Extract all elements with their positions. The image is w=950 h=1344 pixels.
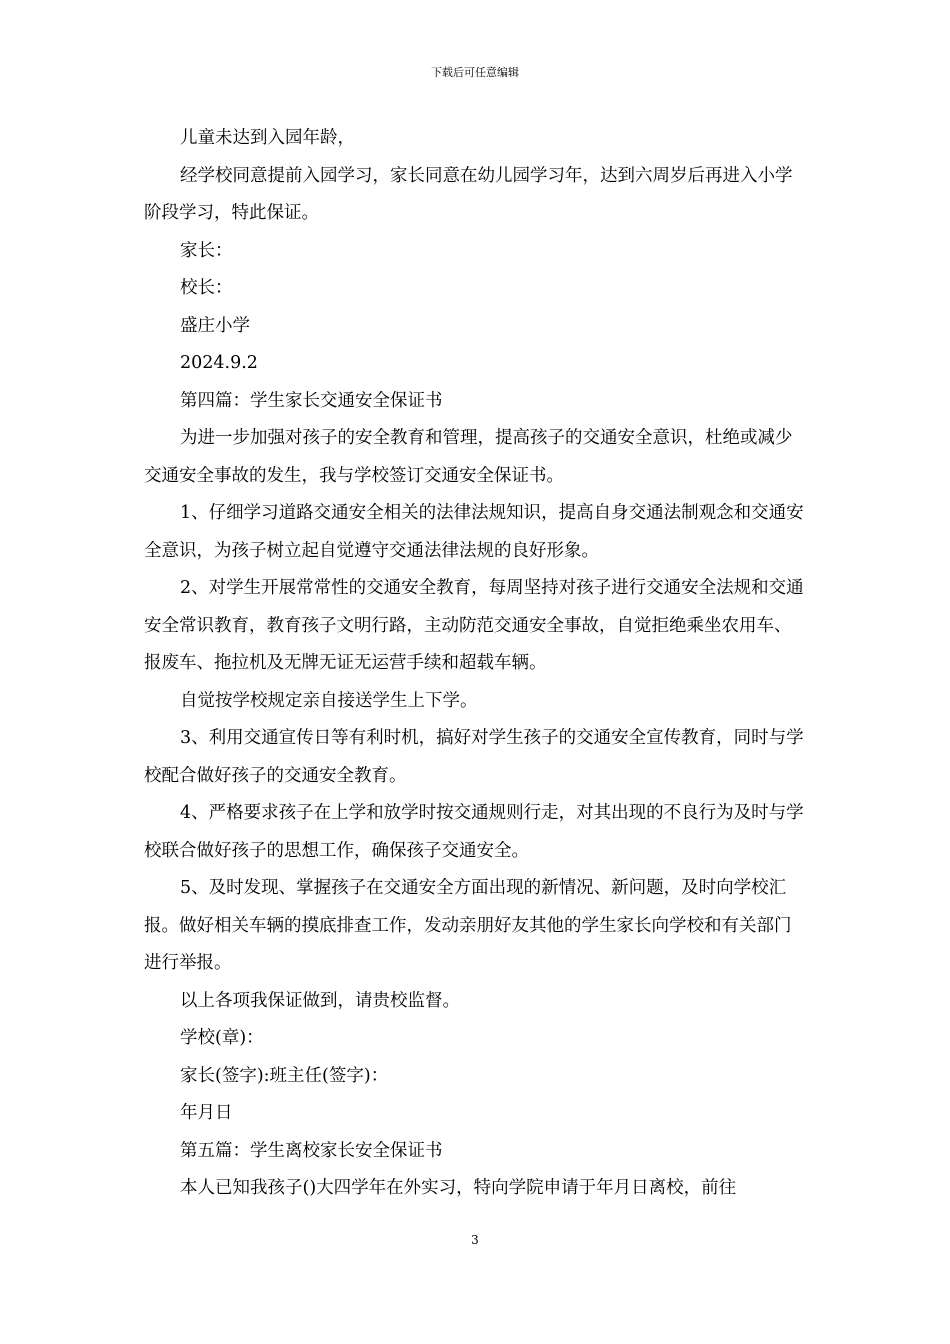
paragraph: 自觉按学校规定亲自接送学生上下学。	[180, 690, 478, 711]
date-line: 年月日	[180, 1103, 233, 1123]
paragraph: 为进一步加强对孩子的安全教育和管理，提高孩子的交通安全意识，杜绝或减少交通安全事故的发生，我与学校签订交通安全保证书。	[144, 428, 793, 486]
paragraph: 家长：	[180, 240, 233, 261]
page-number: 3	[471, 1233, 479, 1247]
paragraph: 儿童未达到入园年龄，	[180, 128, 355, 148]
date-line: 2024.9.2	[180, 353, 258, 373]
section-heading: 第五篇：学生离校家长安全保证书	[180, 1140, 443, 1161]
signature-line: 学校(章)：	[180, 1028, 264, 1048]
paragraph: 盛庄小学	[180, 315, 250, 336]
signature-line: 家长(签字):班主任(签字)：	[180, 1065, 389, 1086]
page-header: 下载后可任意编辑	[431, 66, 519, 79]
paragraph: 本人已知我孩子()大四学年在外实习，特向学院申请于年月日离校，前往	[180, 1178, 737, 1198]
paragraph: 以上各项我保证做到，请贵校监督。	[180, 990, 460, 1011]
section-heading: 第四篇：学生家长交通安全保证书	[180, 390, 443, 411]
list-item: 4、严格要求孩子在上学和放学时按交通规则行走，对其出现的不良行为及时与学校联合做好孩子的思想工作，确保孩子交通安全。	[144, 803, 804, 861]
paragraph: 经学校同意提前入园学习，家长同意在幼儿园学习年，达到六周岁后再进入小学阶段学习，特此保证。	[144, 165, 793, 223]
paragraph: 校长：	[180, 278, 233, 298]
document-body	[144, 120, 808, 1208]
list-item: 1、仔细学习道路交通安全相关的法律法规知识，提高自身交通法制观念和交通安全意识，为孩子树立起自觉遵守交通法律法规的良好形象。	[144, 503, 804, 561]
list-item: 3、利用交通宣传日等有利时机，搞好对学生孩子的交通安全宣传教育，同时与学校配合做好孩子的交通安全教育。	[144, 728, 804, 786]
list-item: 2、对学生开展常常性的交通安全教育，每周坚持对孩子进行交通安全法规和交通安全常识教育，教育孩子文明行路，主动防范交通安全事故，自觉拒绝乘坐农用车、报废车、拖拉机及无牌无证无运营手续和超载车辆。	[144, 578, 804, 673]
list-item: 5、及时发现、掌握孩子在交通安全方面出现的新情况、新问题，及时向学校汇报。做好相关车辆的摸底排查工作，发动亲朋好友其他的学生家长向学校和有关部门进行举报。	[144, 878, 792, 973]
